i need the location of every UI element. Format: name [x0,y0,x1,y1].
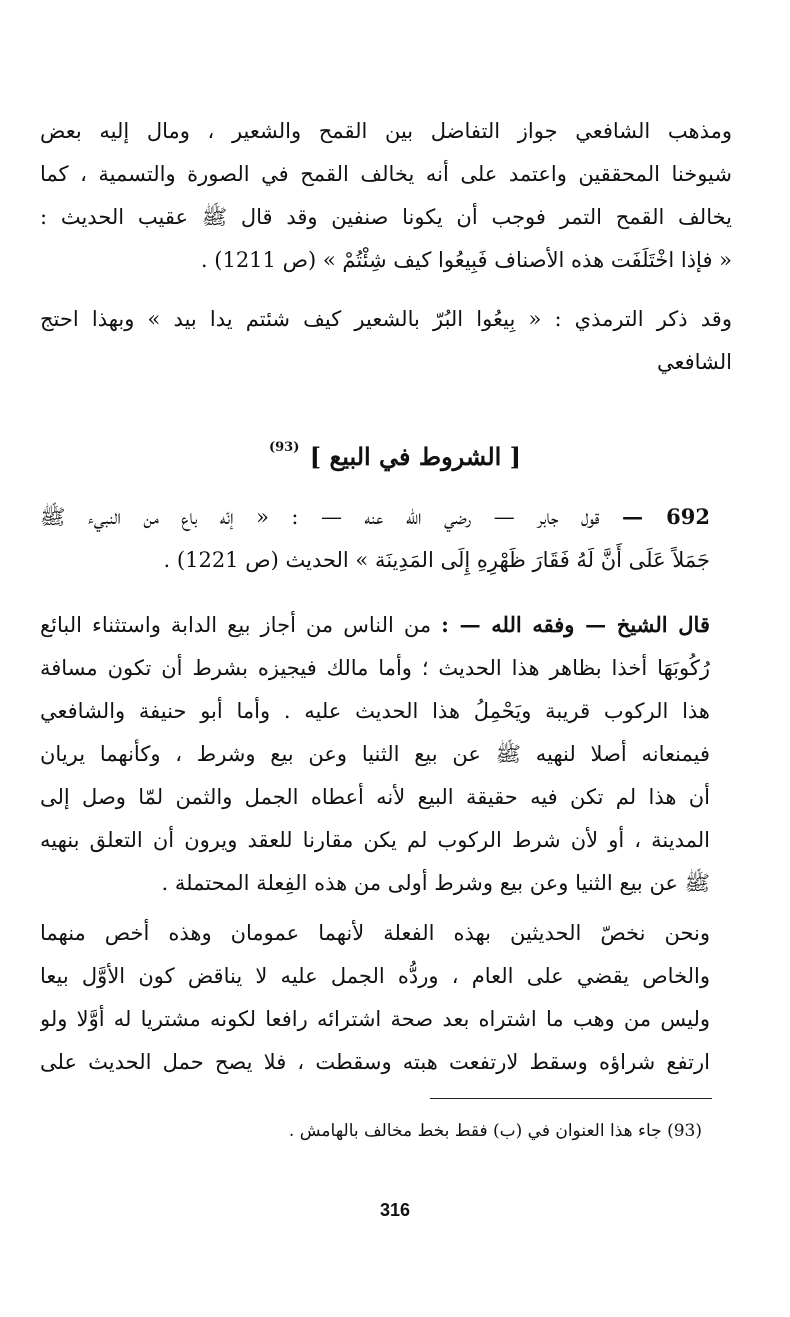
hadith-line: جَمَلاً عَلَى أَنَّ لَهُ فَقَارَ ظَهْرِهِ إِلَى المَدِينَة » الحديث (ص 1221) . [163,548,710,572]
commentary-line: رُكُوبَهَا أخذا بظاهر هذا الحديث ؛ وأما مالك فيجيزه بشرط أن تكون مسافة [40,656,710,680]
section-heading-text: [ الشروط في البيع ] [309,442,522,471]
paragraph-line: وقد ذكر الترمذي : « بِيعُوا البُرّ بالشعير كيف شئتم يدا بيد » وبهذا احتج [40,307,732,331]
commentary-paragraph [40,603,710,905]
paragraph-line: ونحن نخصّ الحديثين بهذه الفعلة لأنهما عمومان وهذه أخص منهما [40,921,710,945]
paragraph-line: الشافعي [656,350,732,374]
section-heading [0,428,790,477]
commentary-line: ﷺ عن بيع الثنيا وعن بيع وشرط أولى من هذه الفِعلة المحتملة . [161,871,710,895]
paragraph-line: ومذهب الشافعي جواز التفاضل بين القمح والشعير ، ومال إليه بعض [40,119,732,143]
page-number: 316 [379,1200,411,1220]
paragraph-line: « فإذا اخْتَلَفَت هذه الأصناف فَبِيعُوا كيف شِئْتُمْ » (ص 1211) . [200,248,732,272]
commentary-line [40,603,710,647]
paragraph-line: ارتفع شراؤه وسقط لارتفعت هبته وسقطت ، فلا يصح حمل الحديث على [40,1050,710,1074]
hadith-line [40,495,710,539]
commentary-line: أن هذا لم تكن فيه حقيقة البيع لأنه أعطاه الجمل والثمن لمّا وصل إلى [40,785,710,809]
footnote-divider [430,1098,712,1099]
paragraph-line: شيوخنا المحققين واعتمد على أنه يخالف القمح في الصورة والتسمية ، كما [40,162,732,186]
commentary-line: هذا الركوب قريبة ويَحْمِلُ هذا الحديث عليه . وأما أبو حنيفة والشافعي [40,699,710,723]
hadith-number: 692 — [622,504,710,529]
paragraph-line: وليس من وهب ما اشتراه بعد صحة اشترائه رافعا لكونه مشتريا له أوَّلا ولو [40,1007,710,1031]
footnote-reference: (93) [268,440,300,455]
paragraph-line: يخالف القمح التمر فوجب أن يكونا صنفين وقد قال ﷺ عقيب الحديث : [40,205,732,229]
paragraph-line: والخاص يقضي على العام ، وردُّه الجمل عليه لا يناقض كون الأوَّل بيعا [40,964,710,988]
hadith-entry [40,495,710,582]
commentary-line: المدينة ، أو لأن شرط الركوب لم يكن مقارنا للعقد ويرون أن التعلق بنهيه [40,828,710,852]
paragraph-specification [40,912,710,1084]
commentary-text: من الناس من أجاز بيع الدابة واستثناء البائع [40,613,432,637]
commentary-line: فيمنعانه أصلا لنهيه ﷺ عن بيع الثنيا وعن بيع وشرط ، وكأنهما يريان [40,742,710,766]
hadith-text: قول جابر — رضي الله عنه — : « إنّه باع من النبيء ﷺ [40,505,600,529]
commentary-speaker: قال الشيخ — وفقه الله — : [441,612,710,637]
footnote: (93) جاء هذا العنوان في (ب) فقط بخط مخالف بالهامش . [288,1121,702,1141]
paragraph-tirmidhi [40,298,732,384]
paragraph-shafii-view [40,110,732,282]
